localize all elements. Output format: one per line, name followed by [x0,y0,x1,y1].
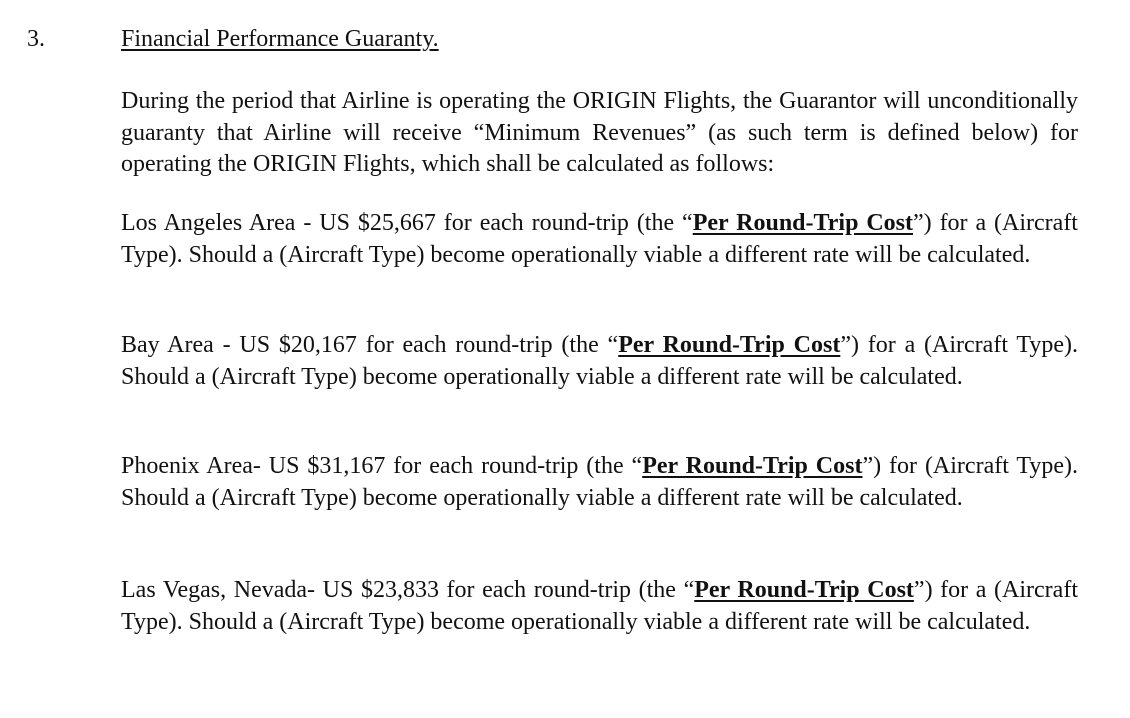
defined-term: Per Round-Trip Cost [694,577,914,603]
rate-text-after: ”) for a (Aircraft Type). Should a (Aircraft Type) become operationally viable a different rate will be calculated. [121,577,1078,635]
rate-text-before: Bay Area - US $20,167 for each round-trip (the “ [121,332,619,358]
defined-term: Per Round-Trip Cost [642,453,863,479]
rate-text-after: ”) for a (Aircraft Type). Should a (Aircraft Type) become operationally viable a different rate will be calculated. [121,210,1078,268]
rate-paragraph-las-vegas [121,575,1078,638]
rate-text-after: ”) for (Aircraft Type). Should a (Aircraft Type) become operationally viable a different rate will be calculated. [121,453,1078,511]
defined-term: Per Round-Trip Cost [618,332,841,358]
rate-text-after: ”) for a (Aircraft Type). Should a (Aircraft Type) become operationally viable a different rate will be calculated. [121,332,1078,390]
intro-paragraph: During the period that Airline is operating the ORIGIN Flights, the Guarantor will unconditionally guaranty that Airline will receive “Minimum Revenues” (as such term is defined below) for operating the ORIGIN Flights, which shall be calculated as follows: [121,88,1078,177]
rate-text-before: Los Angeles Area - US $25,667 for each round-trip (the “ [121,210,693,236]
section-number: 3. [27,26,45,52]
rate-paragraph-bay-area [121,330,1078,393]
rate-paragraph-los-angeles [121,208,1078,271]
section-heading: Financial Performance Guaranty. [121,26,439,52]
defined-term: Per Round-Trip Cost [692,210,913,236]
rate-text-before: Phoenix Area- US $31,167 for each round-trip (the “ [121,453,643,479]
rate-paragraph-phoenix [121,451,1078,514]
rate-text-before: Las Vegas, Nevada- US $23,833 for each round-trip (the “ [121,577,695,603]
